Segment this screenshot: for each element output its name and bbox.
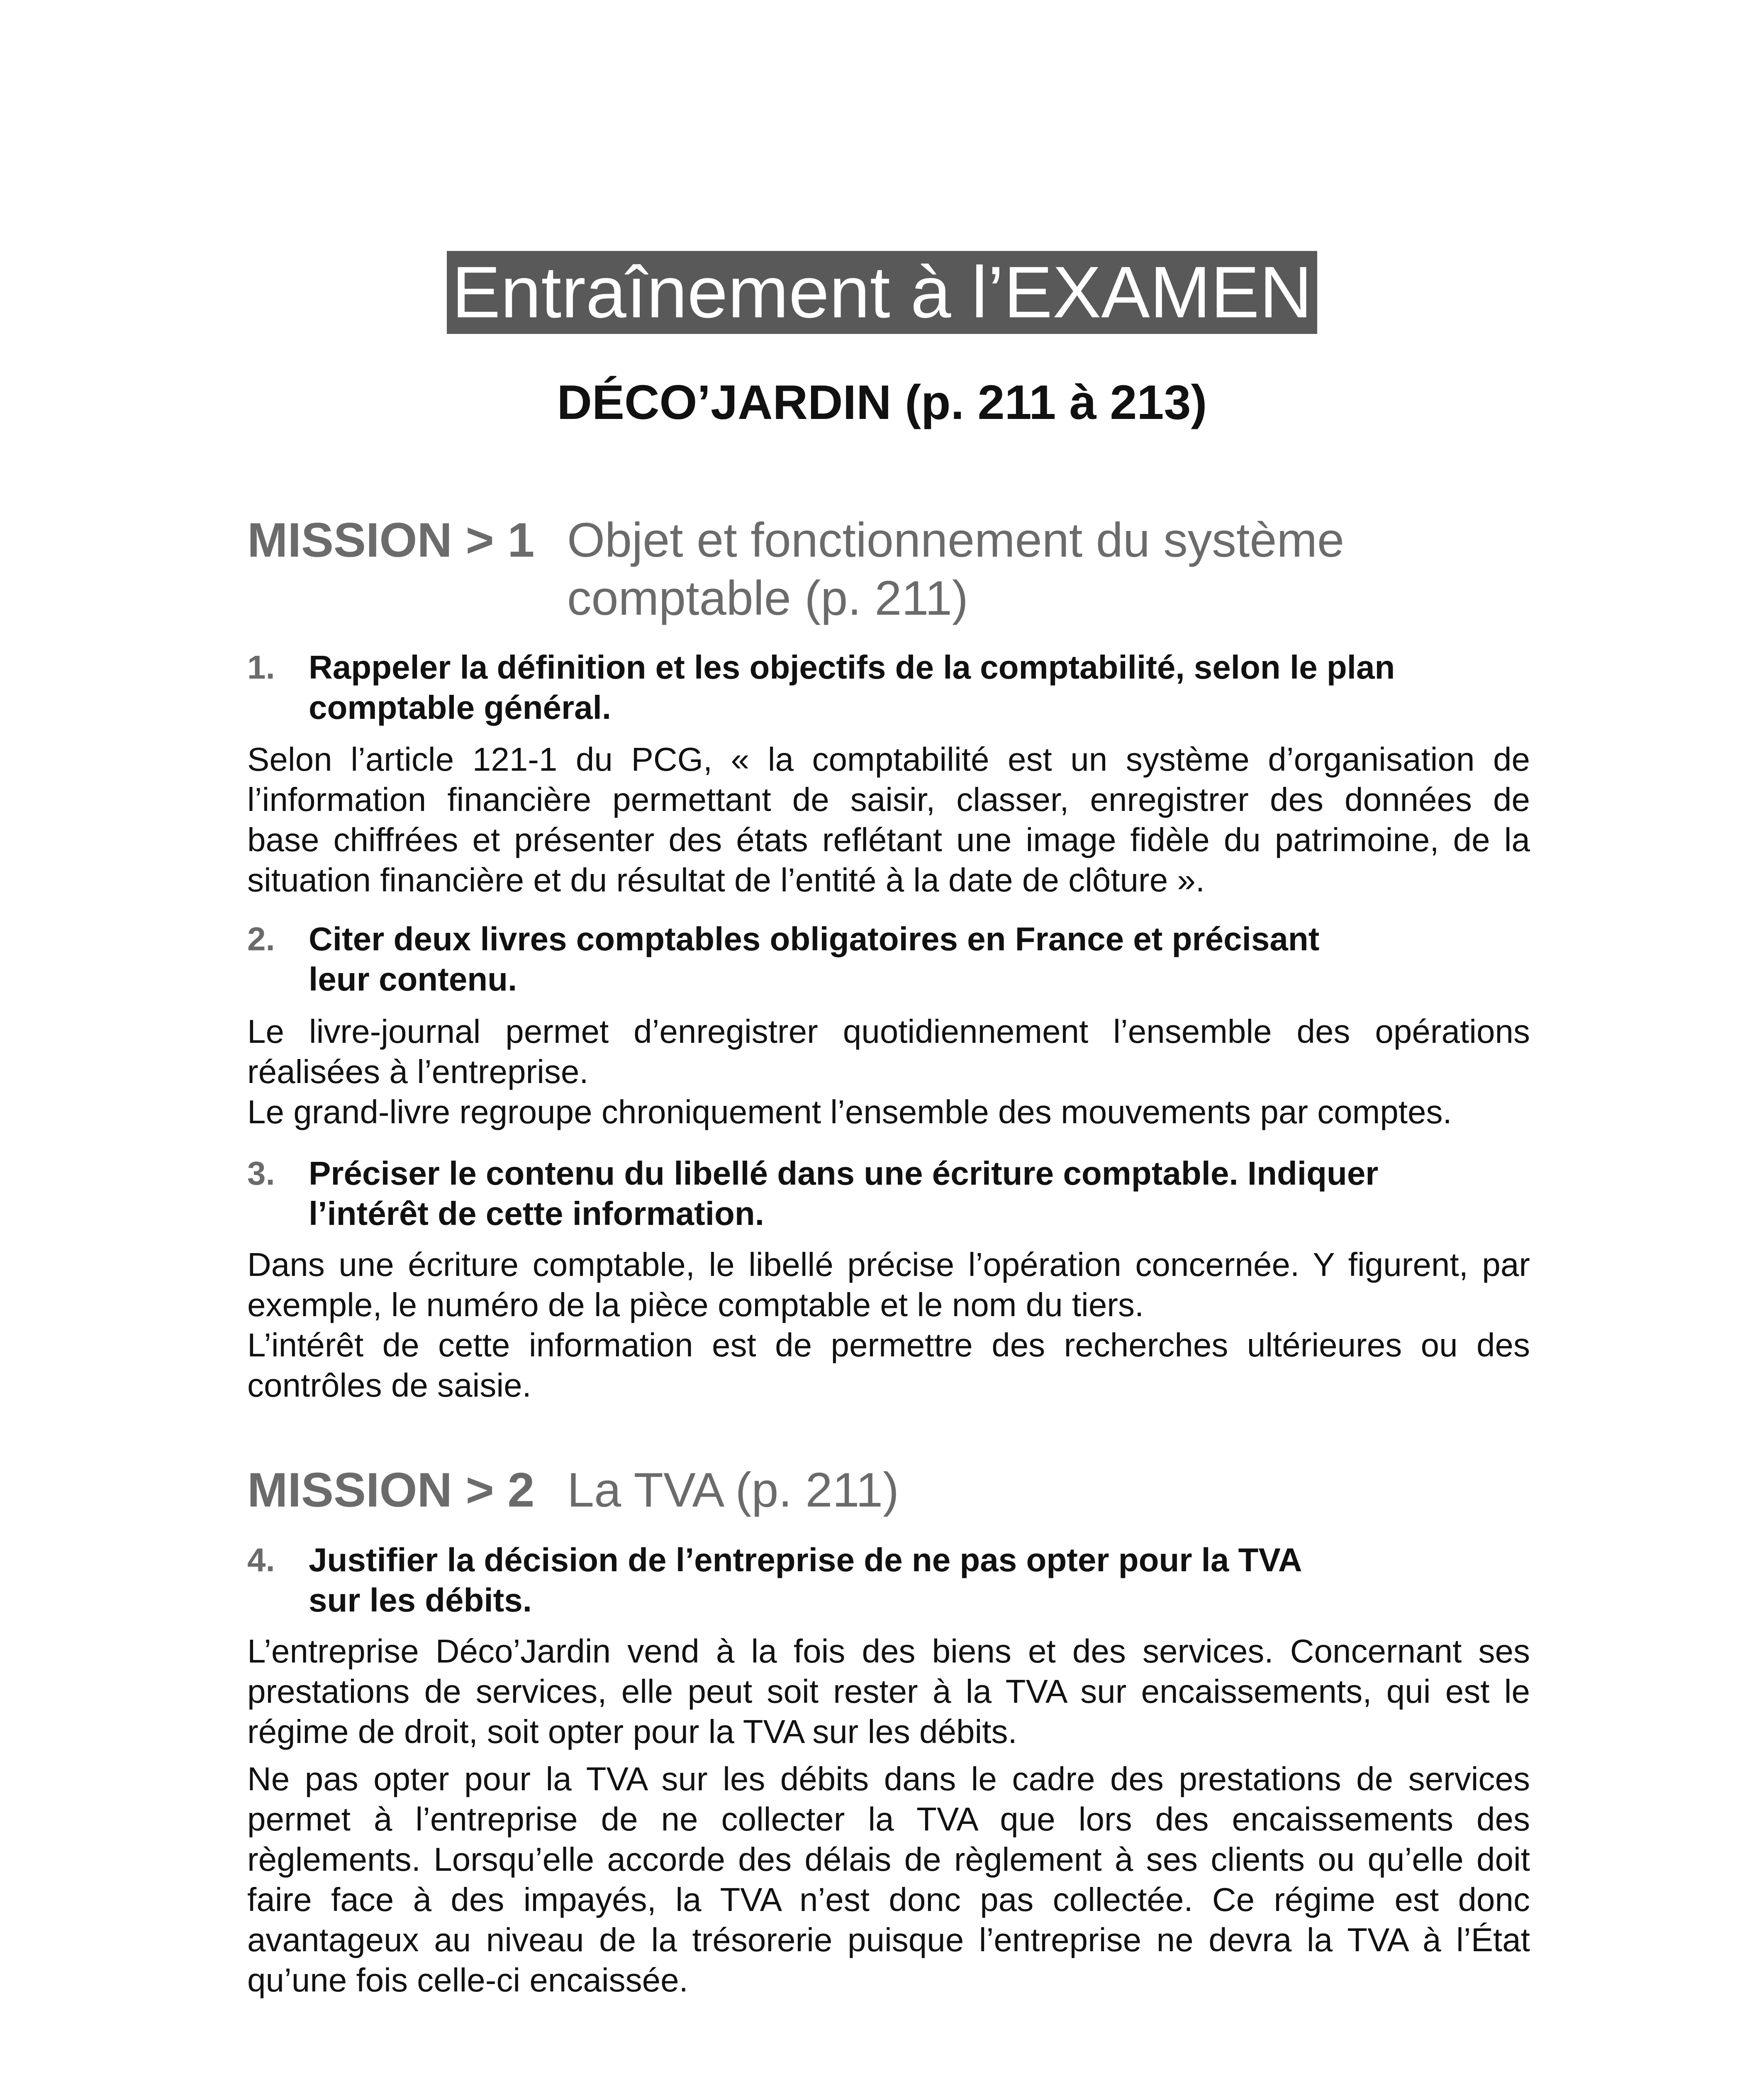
- mission-1-heading: [247, 511, 1533, 627]
- answer-line: règlements. Lorsqu’elle accorde des délais de règlement à ses clients ou qu’elle doit: [247, 1841, 1530, 1878]
- mission-2-label: MISSION > 2: [247, 1463, 535, 1517]
- question-text: [309, 1153, 1533, 1234]
- mission-2-heading: [247, 1461, 1533, 1519]
- question-number: 4.: [247, 1541, 275, 1578]
- question-line: leur contenu.: [309, 961, 517, 998]
- answer-3: [247, 1244, 1530, 1405]
- answer-line: permet à l’entreprise de ne collecter la TVA que lors des encaissements des: [247, 1801, 1530, 1838]
- question-text: [309, 647, 1533, 728]
- question-line: sur les débits.: [309, 1582, 532, 1619]
- answer-line: l’information financière permettant de saisir, classer, enregistrer des données de: [247, 781, 1530, 818]
- answer-4-paragraph-1: [247, 1631, 1530, 1752]
- mission-1-title-line: comptable (p. 211): [567, 571, 968, 625]
- answer-line: Le livre-journal permet d’enregistrer quotidiennement l’ensemble des opérations: [247, 1013, 1530, 1050]
- answer-line: L’entreprise Déco’Jardin vend à la fois des biens et des services. Concernant ses: [247, 1633, 1530, 1670]
- answer-line: régime de droit, soit opter pour la TVA sur les débits.: [247, 1713, 1017, 1750]
- banner-container: [0, 251, 1764, 334]
- question-line: comptable général.: [309, 689, 612, 726]
- question-number: 2.: [247, 920, 275, 957]
- page-subtitle: DÉCO’JARDIN (p. 211 à 213): [557, 375, 1207, 429]
- question-line: Justifier la décision de l’entreprise de ne pas opter pour la TVA: [309, 1541, 1302, 1578]
- question-line: Rappeler la définition et les objectifs de la comptabilité, selon le plan: [309, 649, 1395, 686]
- mission-2-title-line: La TVA (p. 211): [567, 1463, 899, 1517]
- answer-line: Le grand-livre regroupe chroniquement l’ensemble des mouvements par comptes.: [247, 1093, 1452, 1130]
- page-banner-title: Entraînement à l’EXAMEN: [447, 251, 1317, 334]
- question-3: [247, 1153, 1533, 1234]
- mission-1-label: MISSION > 1: [247, 513, 535, 567]
- answer-line: Dans une écriture comptable, le libellé précise l’opération concernée. Y figurent, par: [247, 1246, 1530, 1283]
- mission-1-title: [567, 511, 1533, 627]
- question-text: [309, 919, 1533, 999]
- answer-line: Ne pas opter pour la TVA sur les débits dans le cadre des prestations de services: [247, 1760, 1530, 1797]
- answer-line: réalisées à l’entreprise.: [247, 1053, 589, 1090]
- answer-line: Selon l’article 121-1 du PCG, « la comptabilité est un système d’organisation de: [247, 741, 1530, 778]
- answer-1: [247, 739, 1530, 900]
- answer-line: faire face à des impayés, la TVA n’est donc pas collectée. Ce régime est donc: [247, 1881, 1530, 1918]
- question-2: [247, 919, 1533, 999]
- question-text: [309, 1540, 1533, 1620]
- answer-line: avantageux au niveau de la trésorerie puisque l’entreprise ne devra la TVA à l’État: [247, 1921, 1530, 1958]
- question-number: 1.: [247, 649, 275, 686]
- mission-2-title: [567, 1461, 1533, 1519]
- answer-line: qu’une fois celle-ci encaissée.: [247, 1962, 688, 1999]
- mission-1-title-line: Objet et fonctionnement du système: [567, 513, 1345, 567]
- answer-line: situation financière et du résultat de l’entité à la date de clôture ».: [247, 862, 1205, 898]
- question-1: [247, 647, 1533, 728]
- answer-line: base chiffrées et présenter des états reflétant une image fidèle du patrimoine, de la: [247, 821, 1530, 858]
- answer-line: L’intérêt de cette information est de permettre des recherches ultérieures ou des: [247, 1327, 1530, 1363]
- question-4: [247, 1540, 1533, 1620]
- answer-line: exemple, le numéro de la pièce comptable et le nom du tiers.: [247, 1286, 1144, 1323]
- answer-4-paragraph-2: [247, 1759, 1530, 2000]
- question-number: 3.: [247, 1155, 275, 1192]
- answer-2: [247, 1011, 1530, 1132]
- answer-line: contrôles de saisie.: [247, 1367, 531, 1404]
- question-line: l’intérêt de cette information.: [309, 1195, 764, 1232]
- question-line: Préciser le contenu du libellé dans une écriture comptable. Indiquer: [309, 1155, 1379, 1192]
- question-line: Citer deux livres comptables obligatoires en France et précisant: [309, 920, 1320, 957]
- answer-line: prestations de services, elle peut soit rester à la TVA sur encaissements, qui est le: [247, 1673, 1530, 1710]
